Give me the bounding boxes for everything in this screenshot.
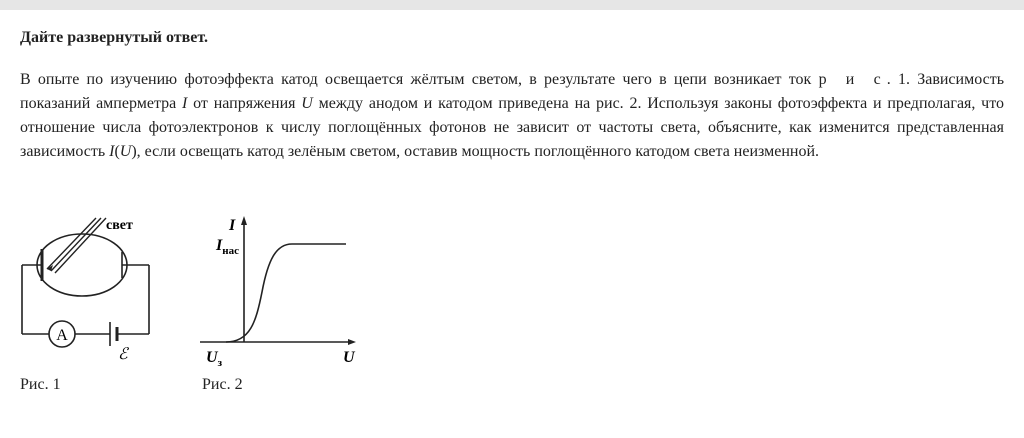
figure-1-caption: Рис. 1 [20,376,61,393]
x-axis-label: U [343,349,355,366]
light-label: свет [106,218,133,233]
variable-voltage: U [301,95,313,112]
current-voltage-graph [200,212,370,372]
saturation-current-subscript: нас [222,245,239,257]
top-bar [0,0,1024,10]
saturation-current-label [215,237,239,257]
stop-voltage-label [206,349,223,369]
saturation-current-symbol: I [216,237,223,254]
variable-current: I [182,95,188,112]
stop-voltage-symbol: U [206,349,218,366]
function-voltage: U [119,143,132,160]
figure-2-caption: Рис. 2 [202,376,243,393]
task-content [20,28,1004,164]
task-text-part: между анодом и катодом приведена на рис. 2. Используя законы фотоэффекта и предполагая, что отношение числа фотоэлектронов к числу поглощённых фотонов не зависит от частоты света, объясните, как изменится представленная зависимость [20,95,1005,160]
y-axis-label: I [229,217,236,234]
task-instruction: Дайте развернутый ответ. [20,29,208,46]
task-text [20,68,1004,164]
ammeter-label: A [56,327,68,344]
emf-label: ℰ [118,346,128,362]
y-axis-arrow-icon [241,216,247,225]
figure-reference: р и с [818,71,887,88]
task-text-part: В опыте по изучению фотоэффекта катод освещается жёлтым светом, в результате чего в цепи возникает ток [20,71,819,88]
x-axis-arrow-icon [348,339,356,345]
task-text-part: ), если освещать катод зелёным светом, оставив мощность поглощённого катодом света неизменной. [131,143,820,160]
circuit-diagram [18,212,158,362]
task-text-part: от напряжения [187,95,302,112]
task-text-part: . 1. Зависимость показаний амперметра [20,71,1005,112]
stop-voltage-subscript: з [217,357,222,369]
task-text-part: ( [114,143,120,160]
light-rays [47,218,106,273]
function-current: I [109,143,115,160]
